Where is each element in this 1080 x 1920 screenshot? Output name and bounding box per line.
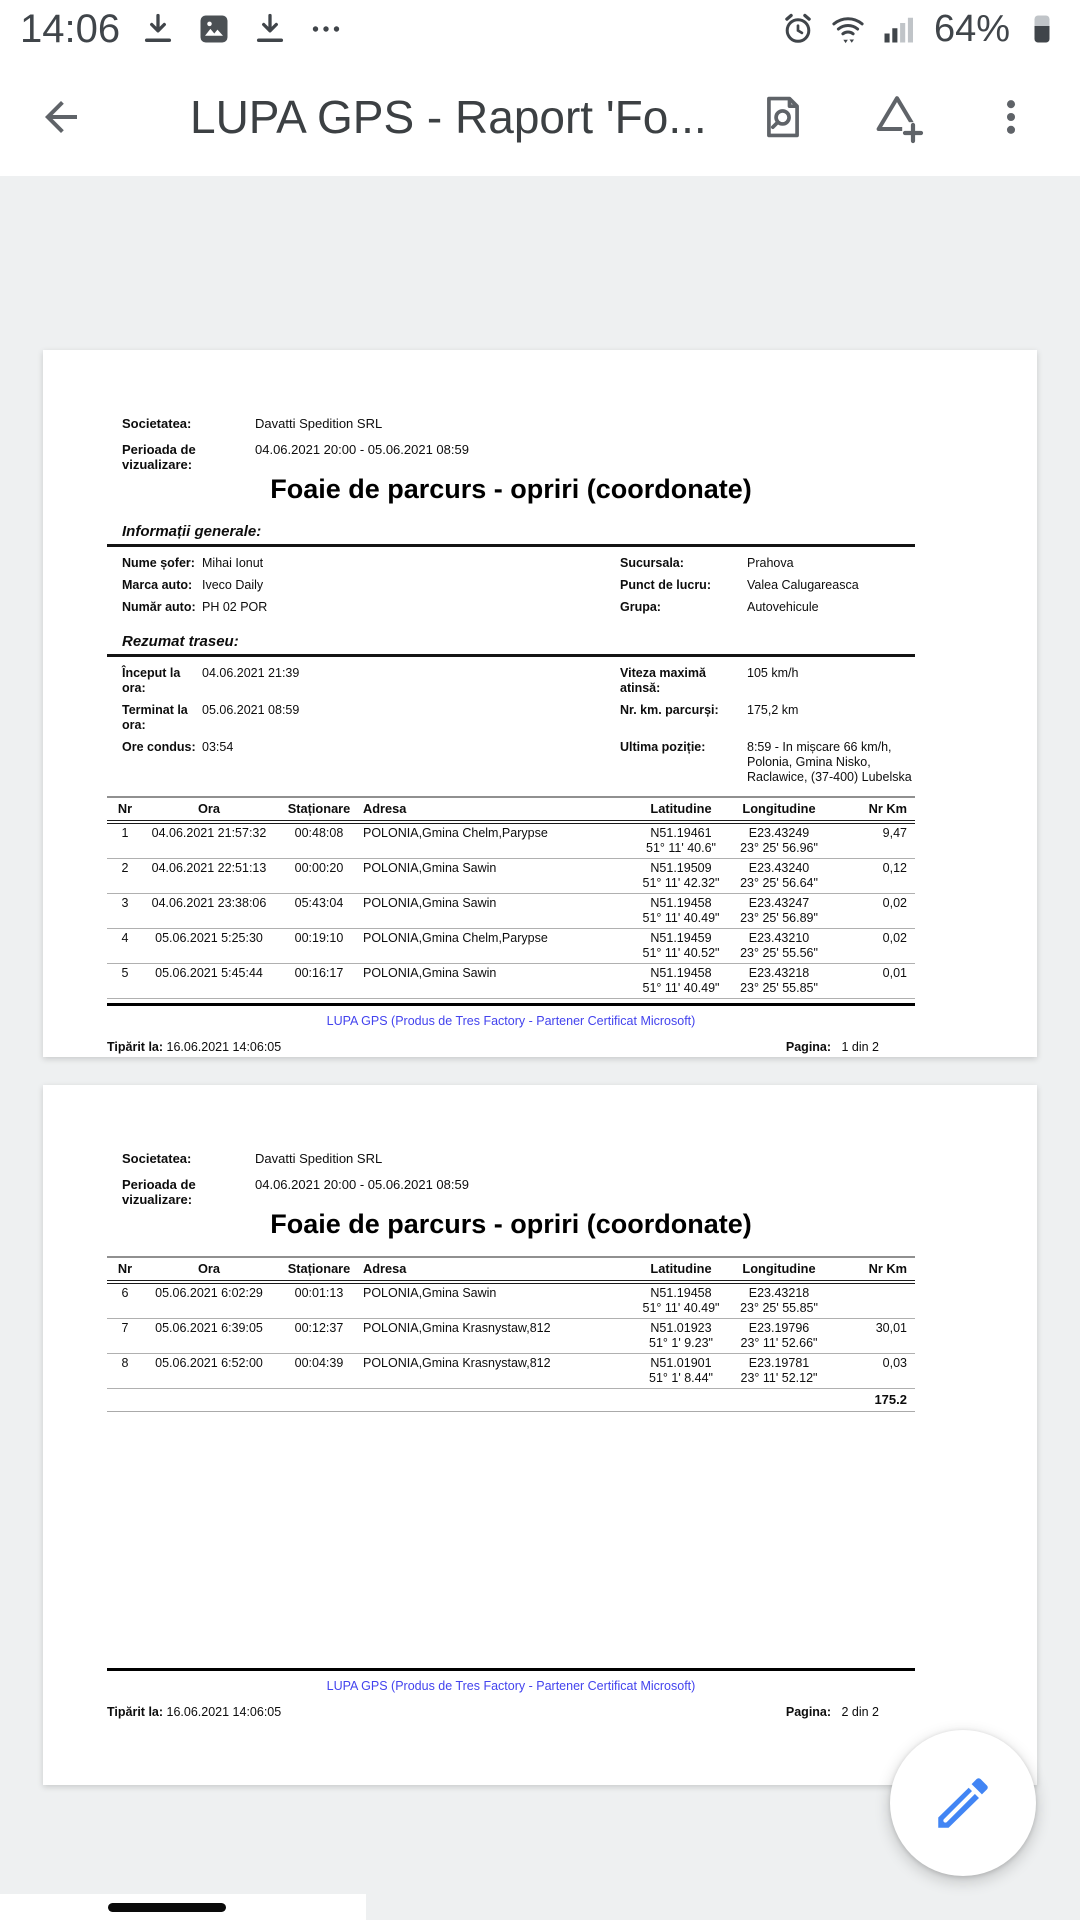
find-in-page-icon — [757, 91, 809, 143]
table-row — [107, 1319, 915, 1354]
cell-nr: 4 — [107, 929, 143, 964]
cell-ora: 04.06.2021 23:38:06 — [143, 894, 275, 929]
gallery-icon — [196, 11, 232, 47]
signal-icon — [880, 11, 916, 47]
perioada-label: Perioada de vizualizare: — [122, 442, 196, 472]
pdf-scroll-area[interactable] — [0, 176, 1080, 1920]
cell-latitudine: N51.19458 51° 11' 40.49" — [633, 894, 729, 929]
field-label: Viteza maximă atinsă: — [620, 666, 706, 695]
col-header-adresa: Adresa — [363, 797, 633, 822]
rezumat-grid — [107, 666, 915, 785]
cell-adresa: POLONIA,Gmina Sawin — [363, 894, 633, 929]
cell-longitudine: E23.19796 23° 11' 52.66" — [729, 1319, 829, 1354]
cell-latitudine: N51.19459 51° 11' 40.52" — [633, 929, 729, 964]
col-header-stationare: Staționare — [275, 797, 363, 822]
page-number: Pagina: 1 din 2 — [785, 1040, 879, 1054]
cell-adresa: POLONIA,Gmina Sawin — [363, 1282, 633, 1319]
societatea-label: Societatea: — [122, 1151, 192, 1166]
col-header-adresa: Adresa — [363, 1257, 633, 1282]
rezumat-heading: Rezumat traseu: — [107, 633, 915, 657]
page-footer — [107, 1003, 915, 1054]
app-bar — [0, 58, 1080, 176]
cell-longitudine: E23.43218 23° 25' 55.85" — [729, 964, 829, 999]
cell-latitudine: N51.19458 51° 11' 40.49" — [633, 1282, 729, 1319]
societatea-value: Davatti Spedition SRL — [255, 1151, 383, 1166]
footer-rule — [107, 1668, 915, 1671]
cell-nr: 7 — [107, 1319, 143, 1354]
branding-link[interactable]: LUPA GPS (Produs de Tres Factory - Partener Certificat Microsoft) — [326, 1014, 696, 1028]
download-icon — [252, 11, 288, 47]
field-value: 04.06.2021 21:39 — [202, 666, 300, 680]
field-label: Grupa: — [620, 600, 661, 614]
find-in-document-button[interactable] — [752, 86, 814, 148]
cell-adresa: POLONIA,Gmina Krasnystaw,812 — [363, 1319, 633, 1354]
download-icon — [140, 11, 176, 47]
more-notifications-icon — [308, 11, 344, 47]
doc-meta — [107, 350, 915, 472]
cell-latitudine: N51.01901 51° 1' 8.44" — [633, 1354, 729, 1389]
field-label: Ultima poziție: — [620, 740, 706, 754]
field-label: Sucursala: — [620, 556, 684, 570]
cell-latitudine: N51.19458 51° 11' 40.49" — [633, 964, 729, 999]
info-generale-grid — [107, 556, 915, 615]
col-header-latitudine: Latitudine — [633, 1257, 729, 1282]
wifi-icon — [830, 11, 866, 47]
edit-fab-button[interactable] — [890, 1730, 1036, 1876]
stops-table-page-2 — [107, 1256, 915, 1389]
table-row — [107, 964, 915, 999]
table-header-row — [107, 1257, 915, 1282]
report-title: Foaie de parcurs - opriri (coordonate) — [270, 1209, 752, 1239]
field-label: Nr. km. parcurși: — [620, 703, 719, 717]
field-value: PH 02 POR — [202, 600, 268, 614]
branding-link[interactable]: LUPA GPS (Produs de Tres Factory - Partener Certificat Microsoft) — [326, 1679, 696, 1693]
field-value: Autovehicule — [747, 600, 819, 614]
perioada-label: Perioada de vizualizare: — [122, 1177, 196, 1207]
societatea-value: Davatti Spedition SRL — [255, 416, 383, 431]
cell-nrkm: 0,02 — [829, 894, 915, 929]
cell-nrkm: 0,12 — [829, 859, 915, 894]
table-row — [107, 859, 915, 894]
perioada-value: 04.06.2021 20:00 - 05.06.2021 08:59 — [255, 442, 469, 457]
printed-at: Tipărit la: 16.06.2021 14:06:05 — [107, 1705, 282, 1719]
document-title-bar: LUPA GPS - Raport 'Fo... — [190, 91, 707, 143]
cell-ora: 04.06.2021 21:57:32 — [143, 822, 275, 859]
cell-latitudine: N51.01923 51° 1' 9.23" — [633, 1319, 729, 1354]
back-button[interactable] — [30, 86, 92, 148]
stops-table-page-1 — [107, 796, 915, 999]
arrow-left-icon — [37, 93, 85, 141]
field-label: Marca auto: — [122, 578, 193, 592]
cell-nr: 5 — [107, 964, 143, 999]
field-value: 03:54 — [202, 740, 234, 754]
col-header-nr: Nr — [107, 1257, 143, 1282]
field-label: Nume șofer: — [122, 556, 195, 570]
cell-nrkm — [829, 1282, 915, 1319]
perioada-value: 04.06.2021 20:00 - 05.06.2021 08:59 — [255, 1177, 469, 1192]
cell-longitudine: E23.43249 23° 25' 56.96" — [729, 822, 829, 859]
table-header-row — [107, 797, 915, 822]
battery-percent: 64% — [933, 7, 1010, 50]
footer-rule — [107, 1003, 915, 1006]
col-header-ora: Ora — [143, 797, 275, 822]
clock-time: 14:06 — [20, 6, 121, 51]
cell-ora: 05.06.2021 5:25:30 — [143, 929, 275, 964]
cell-stationare: 00:01:13 — [275, 1282, 363, 1319]
battery-icon — [1024, 11, 1060, 47]
cell-ora: 05.06.2021 6:02:29 — [143, 1282, 275, 1319]
field-value: Prahova — [747, 556, 794, 570]
page-number: Pagina: 2 din 2 — [785, 1705, 879, 1719]
field-value: 05.06.2021 08:59 — [202, 703, 300, 717]
cell-adresa: POLONIA,Gmina Chelm,Parypse — [363, 929, 633, 964]
field-value: 105 km/h — [747, 666, 799, 680]
cell-latitudine: N51.19461 51° 11' 40.6" — [633, 822, 729, 859]
field-value: Iveco Daily — [202, 578, 264, 592]
col-header-longitudine: Longitudine — [729, 1257, 829, 1282]
report-title: Foaie de parcurs - opriri (coordonate) — [270, 474, 752, 504]
cell-latitudine: N51.19509 51° 11' 42.32" — [633, 859, 729, 894]
home-indicator[interactable] — [108, 1903, 226, 1912]
cell-stationare: 05:43:04 — [275, 894, 363, 929]
cell-stationare: 00:00:20 — [275, 859, 363, 894]
pdf-page-2 — [43, 1085, 1037, 1785]
cell-nrkm: 0,03 — [829, 1354, 915, 1389]
cell-nr: 6 — [107, 1282, 143, 1319]
cell-nrkm: 0,01 — [829, 964, 915, 999]
field-value: 8:59 - In mișcare 66 km/h, Polonia, Gmina Nisko, Raclawice, (37-400) Lubelska — [747, 740, 912, 784]
status-bar — [0, 0, 1080, 58]
table-row — [107, 894, 915, 929]
cell-stationare: 00:04:39 — [275, 1354, 363, 1389]
cell-nrkm: 30,01 — [829, 1319, 915, 1354]
cell-adresa: POLONIA,Gmina Krasnystaw,812 — [363, 1354, 633, 1389]
cell-adresa: POLONIA,Gmina Chelm,Parypse — [363, 822, 633, 859]
table-row — [107, 822, 915, 859]
cell-nr: 1 — [107, 822, 143, 859]
pdf-page-1 — [43, 350, 1037, 1057]
cell-stationare: 00:16:17 — [275, 964, 363, 999]
cell-stationare: 00:48:08 — [275, 822, 363, 859]
field-label: Terminat la ora: — [122, 703, 188, 732]
cell-stationare: 00:12:37 — [275, 1319, 363, 1354]
cell-ora: 05.06.2021 6:39:05 — [143, 1319, 275, 1354]
cell-longitudine: E23.43218 23° 25' 55.85" — [729, 1282, 829, 1319]
cell-longitudine: E23.19781 23° 11' 52.12" — [729, 1354, 829, 1389]
col-header-longitudine: Longitudine — [729, 797, 829, 822]
table-row — [107, 1282, 915, 1319]
cell-nr: 3 — [107, 894, 143, 929]
add-to-drive-button[interactable] — [866, 86, 928, 148]
cell-adresa: POLONIA,Gmina Sawin — [363, 859, 633, 894]
pencil-icon — [930, 1770, 996, 1836]
navigation-bar — [0, 1894, 366, 1920]
cell-nrkm: 9,47 — [829, 822, 915, 859]
col-header-nrkm: Nr Km — [829, 1257, 915, 1282]
cell-stationare: 00:19:10 — [275, 929, 363, 964]
field-value: Valea Calugareasca — [747, 578, 859, 592]
cell-longitudine: E23.43247 23° 25' 56.89" — [729, 894, 829, 929]
cell-longitudine: E23.43210 23° 25' 55.56" — [729, 929, 829, 964]
cell-nr: 2 — [107, 859, 143, 894]
field-value: 175,2 km — [747, 703, 799, 717]
table-row — [107, 929, 915, 964]
field-label: Punct de lucru: — [620, 578, 711, 592]
societatea-label: Societatea: — [122, 416, 192, 431]
cell-longitudine: E23.43240 23° 25' 56.64" — [729, 859, 829, 894]
doc-meta — [107, 1085, 915, 1207]
printed-at: Tipărit la: 16.06.2021 14:06:05 — [107, 1040, 282, 1054]
drive-add-icon — [869, 89, 925, 145]
field-label: Număr auto: — [122, 600, 196, 614]
cell-ora: 04.06.2021 22:51:13 — [143, 859, 275, 894]
cell-ora: 05.06.2021 6:52:00 — [143, 1354, 275, 1389]
field-label: Ore condus: — [122, 740, 196, 754]
field-value: Mihai Ionut — [202, 556, 264, 570]
cell-adresa: POLONIA,Gmina Sawin — [363, 964, 633, 999]
cell-nr: 8 — [107, 1354, 143, 1389]
col-header-nrkm: Nr Km — [829, 797, 915, 822]
col-header-stationare: Staționare — [275, 1257, 363, 1282]
total-km: 175.2 — [107, 1389, 915, 1412]
info-generale-heading: Informații generale: — [107, 523, 915, 547]
table-row — [107, 1354, 915, 1389]
alarm-icon — [780, 11, 816, 47]
cell-nrkm: 0,02 — [829, 929, 915, 964]
overflow-menu-button[interactable] — [980, 86, 1042, 148]
col-header-latitudine: Latitudine — [633, 797, 729, 822]
col-header-nr: Nr — [107, 797, 143, 822]
page-footer — [107, 1668, 915, 1785]
three-dot-menu-icon — [989, 95, 1033, 139]
col-header-ora: Ora — [143, 1257, 275, 1282]
field-label: Început la ora: — [122, 666, 181, 695]
cell-ora: 05.06.2021 5:45:44 — [143, 964, 275, 999]
